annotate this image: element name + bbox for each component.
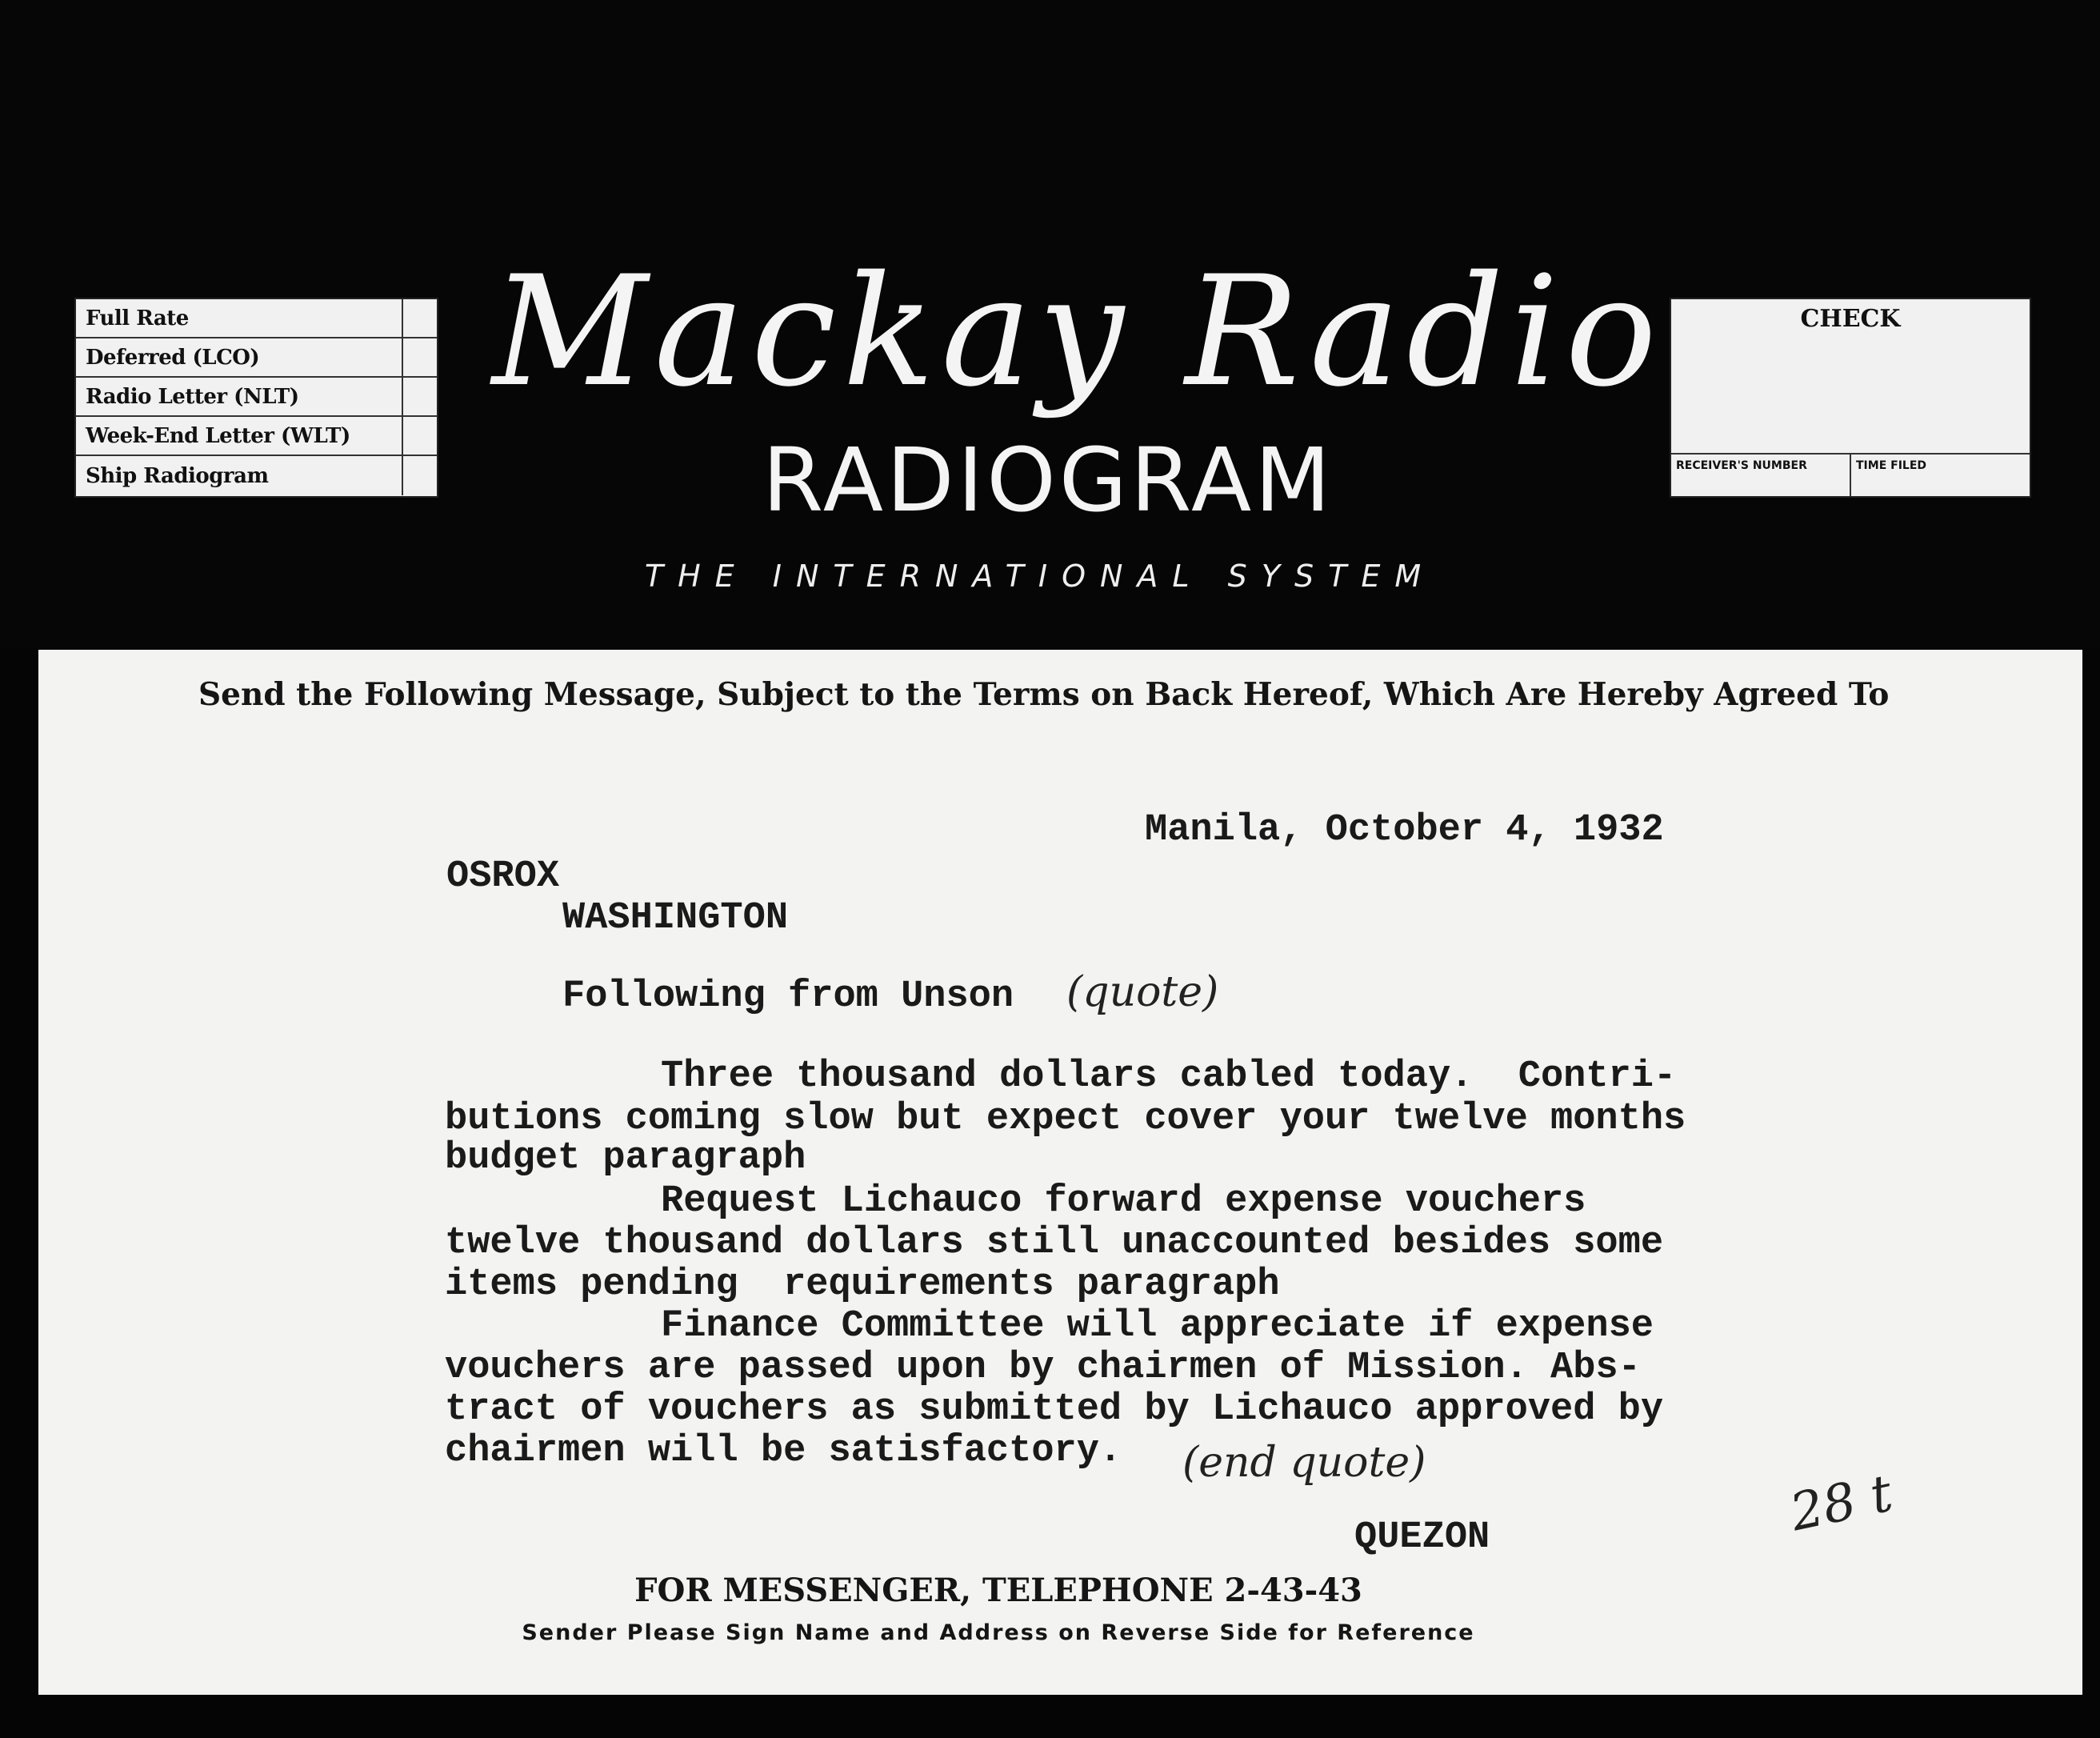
para2-line: items pending requirements paragraph bbox=[445, 1263, 1280, 1306]
rate-row bbox=[76, 417, 437, 456]
message-form bbox=[38, 650, 2082, 1695]
rate-checkbox[interactable] bbox=[403, 299, 437, 337]
footer-sign-note: Sender Please Sign Name and Address on Reverse Side for Reference bbox=[522, 1620, 1475, 1645]
handwritten-end-quote: (end quote) bbox=[1182, 1439, 1426, 1487]
address-code: OSROX bbox=[446, 855, 560, 898]
message-date: Manila, October 4, 1932 bbox=[1145, 809, 1664, 851]
agreement-line: Send the Following Message, Subject to the Terms on Back Hereof, Which Are Hereby Agreed To bbox=[198, 676, 1890, 713]
rate-checkbox[interactable] bbox=[403, 417, 437, 455]
rate-label: Full Rate bbox=[76, 299, 403, 337]
receivers-number-label: RECEIVER'S NUMBER bbox=[1671, 455, 1851, 496]
para3-line: Finance Committee will appreciate if expense bbox=[661, 1305, 1654, 1348]
para1-line: butions coming slow but expect cover your twelve months bbox=[445, 1098, 1686, 1140]
footer-messenger: FOR MESSENGER, TELEPHONE 2-43-43 bbox=[634, 1572, 1362, 1609]
check-title: CHECK bbox=[1800, 305, 1901, 333]
para2-line: twelve thousand dollars still unaccounted besides some bbox=[445, 1222, 1664, 1264]
time-filed-label: TIME FILED bbox=[1856, 459, 1927, 472]
para2-line: Request Lichauco forward expense vouchers bbox=[661, 1180, 1586, 1223]
signature: QUEZON bbox=[1354, 1516, 1490, 1559]
radiogram-title: RADIOGRAM bbox=[762, 429, 1334, 531]
rate-type-table bbox=[74, 298, 438, 498]
rate-label: Deferred (LCO) bbox=[76, 338, 403, 376]
mackay-radio-logo: Mackay Radio bbox=[492, 243, 1663, 420]
para1-line: budget paragraph bbox=[445, 1137, 806, 1179]
rate-row bbox=[76, 299, 437, 338]
intro-line: Following from Unson bbox=[562, 975, 1014, 1018]
para3-line: vouchers are passed upon by chairmen of Mission. Abs- bbox=[445, 1347, 1641, 1389]
rate-checkbox[interactable] bbox=[403, 338, 437, 376]
rate-label: Ship Radiogram bbox=[76, 456, 403, 495]
rate-checkbox[interactable] bbox=[403, 378, 437, 415]
address-city: WASHINGTON bbox=[562, 897, 789, 939]
rate-label: Week-End Letter (WLT) bbox=[76, 417, 403, 455]
para3-line: chairmen will be satisfactory. bbox=[445, 1430, 1122, 1472]
para1-line: Three thousand dollars cabled today. Contri- bbox=[661, 1055, 1677, 1098]
tagline: THE INTERNATIONAL SYSTEM bbox=[644, 559, 1436, 594]
radiogram-header bbox=[0, 0, 2100, 648]
rate-checkbox[interactable] bbox=[403, 456, 437, 495]
rate-row bbox=[76, 338, 437, 378]
para3-line: tract of vouchers as submitted by Lichauco approved by bbox=[445, 1388, 1664, 1431]
check-bottom-row bbox=[1671, 453, 2030, 496]
rate-label: Radio Letter (NLT) bbox=[76, 378, 403, 415]
rate-row bbox=[76, 378, 437, 417]
margin-note: 28 t bbox=[1785, 1464, 1898, 1544]
rate-row bbox=[76, 456, 437, 495]
handwritten-quote: (quote) bbox=[1066, 968, 1219, 1016]
check-box bbox=[1670, 298, 2031, 498]
